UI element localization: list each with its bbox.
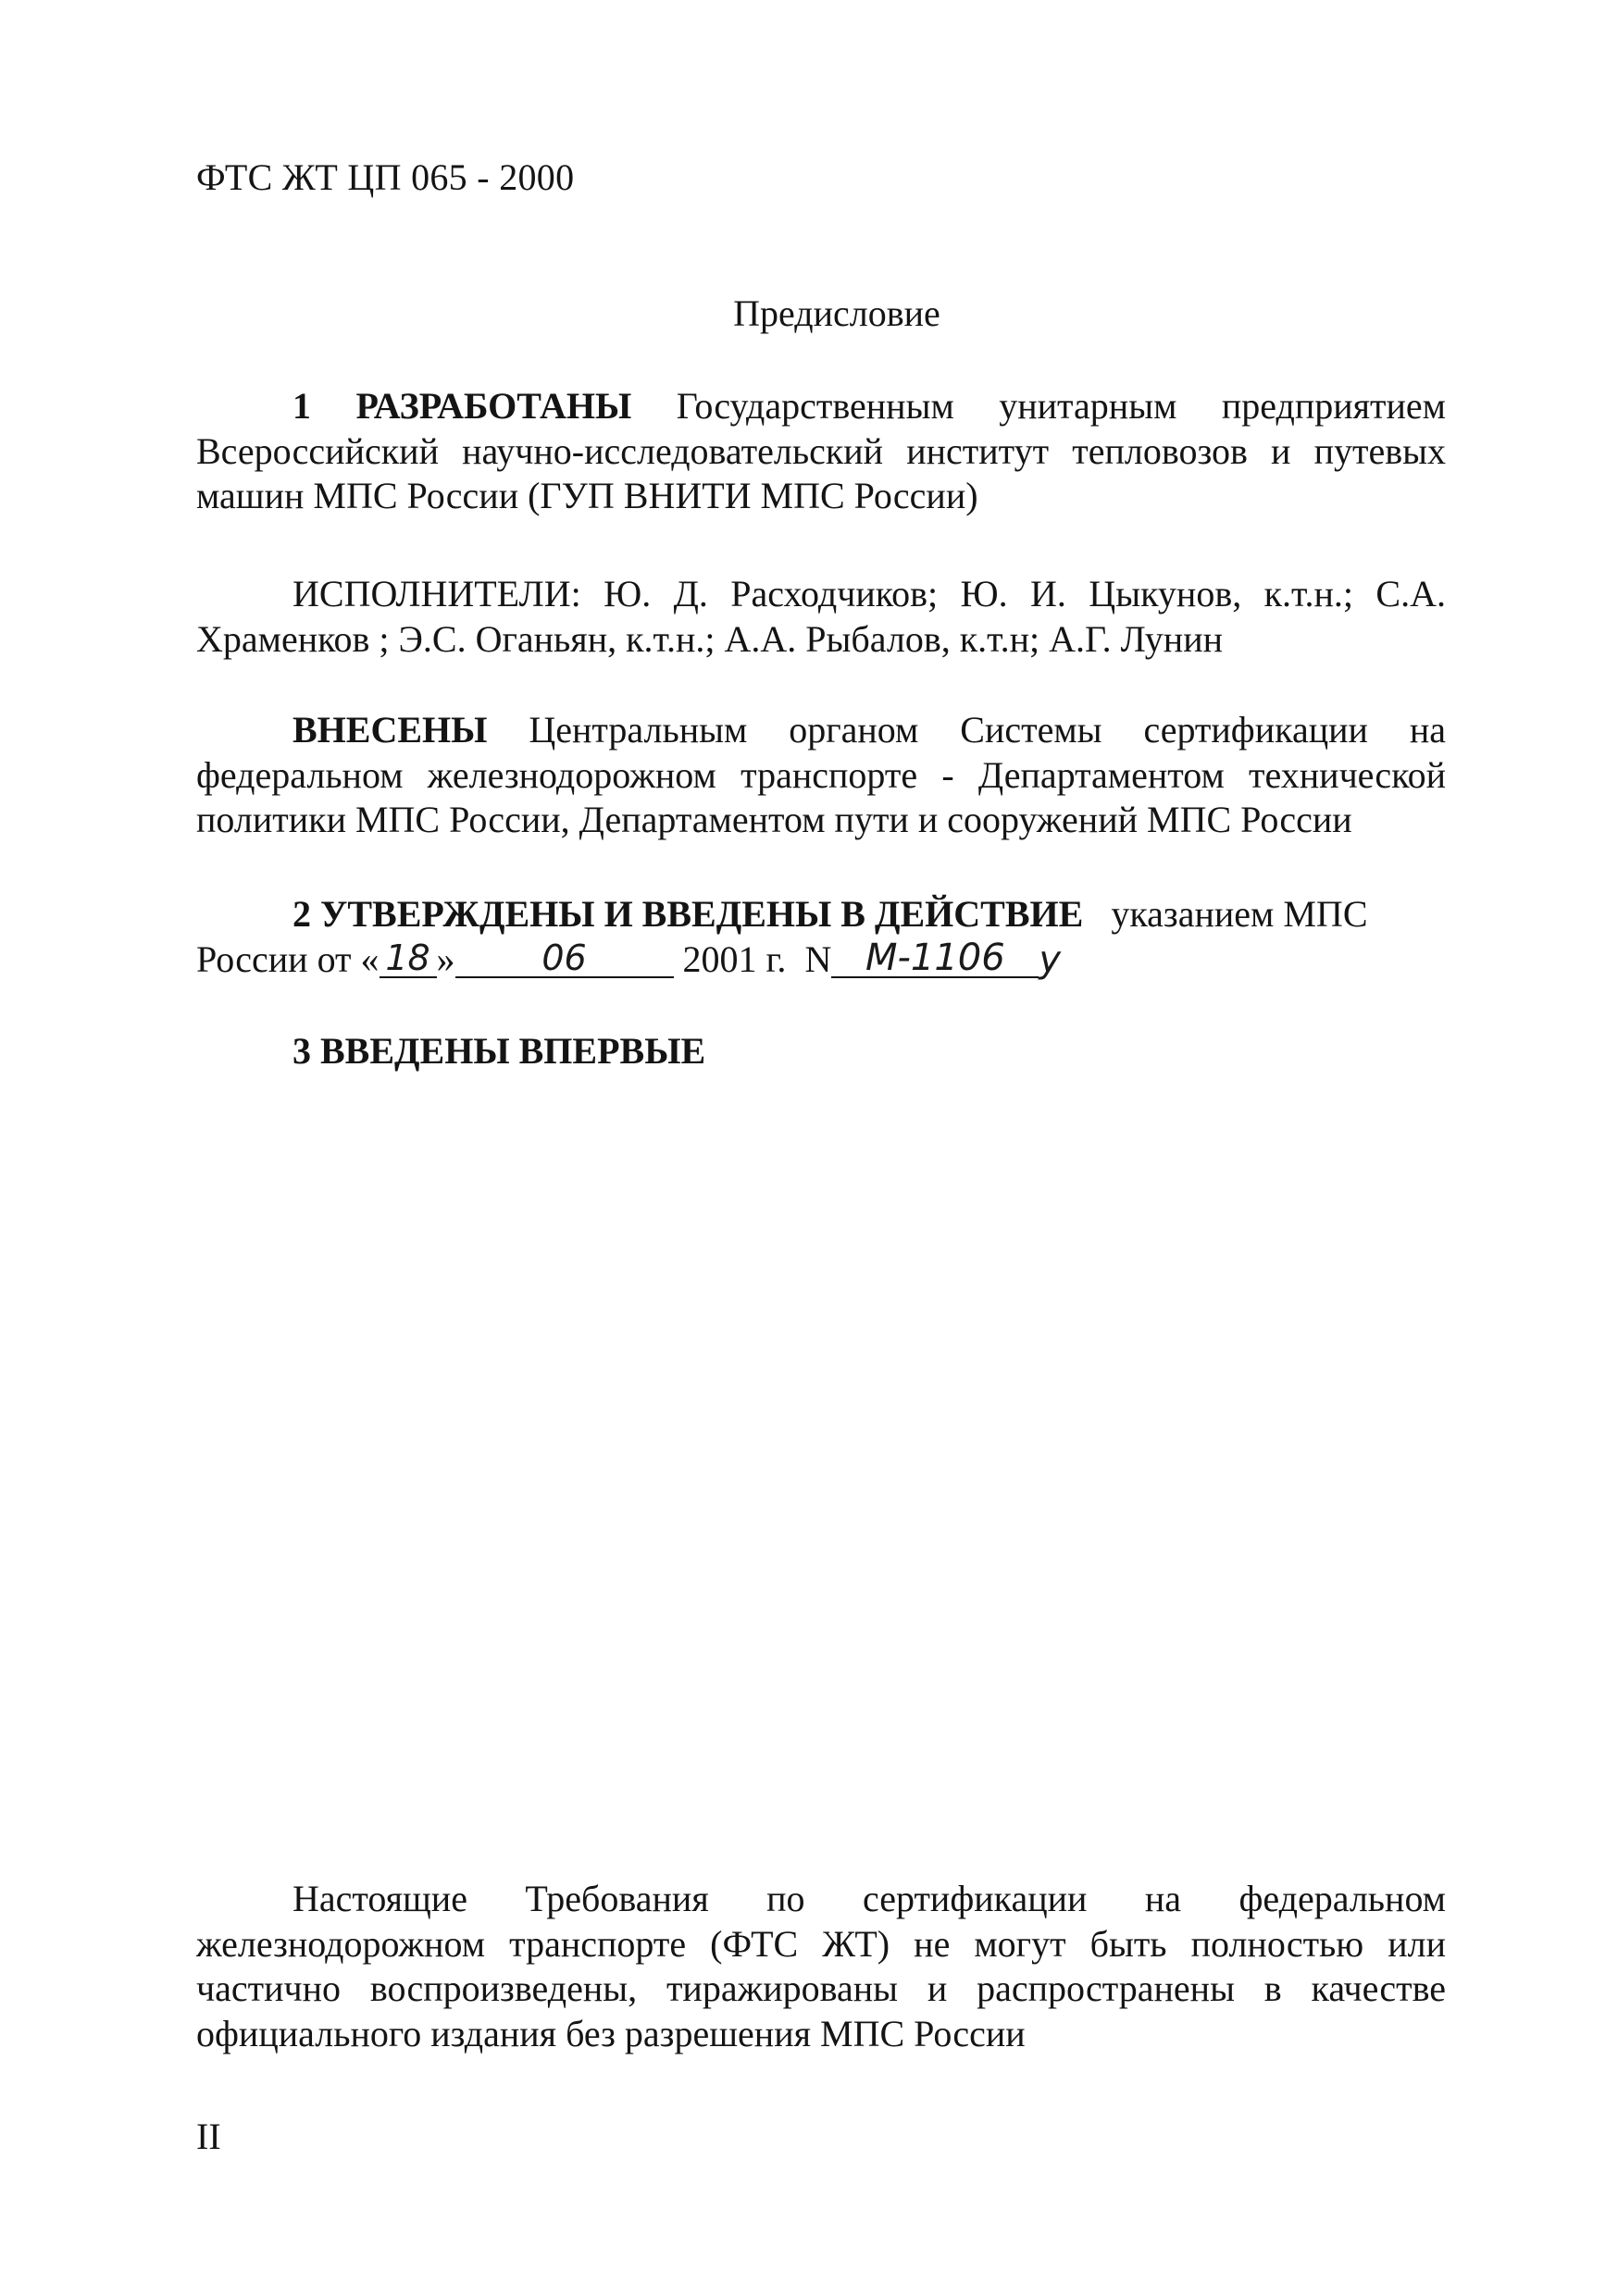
document-designation: ФТС ЖТ ЦП 065 - 2000 (196, 156, 575, 198)
approved-year: 2001 г. (682, 937, 787, 980)
page-number: II (196, 2116, 221, 2157)
approved-date-prefix: России от « (196, 937, 380, 980)
approved-paragraph (196, 892, 1446, 982)
approved-number-tail: у (1039, 937, 1061, 981)
performers-paragraph (196, 572, 1446, 662)
approved-quote-close: » (436, 937, 455, 980)
approved-label: 2 УТВЕРЖДЕНЫ И ВВЕДЕНЫ В ДЕЙСТВИЕ (292, 893, 1084, 935)
developed-text: Государственным унитарным предприятием Всероссийский научно-исследовательский институт тепловозов и путевых машин МПС России (ГУП ВНИТИ МПС России) (196, 385, 1446, 516)
developed-label: 1 РАЗРАБОТАНЫ (292, 385, 632, 427)
approved-text: указанием МПС (1111, 893, 1368, 935)
first-introduced-label: 3 ВВЕДЕНЫ ВПЕРВЫЕ (292, 1030, 706, 1072)
copyright-notice-text: Настоящие Требования по сертификации на федеральном железнодорожном транспорте (ФТС ЖТ) не могут быть полностью или частично воспроизведены, тиражированы и распространены в качестве официального издания без разрешения МПС России (196, 1878, 1446, 2054)
introduced-paragraph (196, 708, 1446, 843)
first-introduced-paragraph (196, 1029, 1446, 1074)
approved-day-field: 18 (380, 939, 437, 978)
page-title: Предисловие (733, 292, 940, 334)
introduced-text: Центральным органом Системы сертификации на федеральном железнодорожном транспорте - Департаментом технической политики МПС России, Департаментом пути и сооружений МПС России (196, 709, 1447, 840)
approved-number-field: М-1106 (831, 939, 1039, 978)
developed-paragraph (196, 384, 1446, 519)
copyright-notice (196, 1877, 1446, 2056)
approved-line-1 (196, 892, 1446, 937)
introduced-label: ВНЕСЕНЫ (292, 709, 488, 751)
approved-number-prefix: N (804, 937, 832, 980)
approved-month-field: 06 (455, 939, 674, 978)
approved-line-2 (196, 937, 1446, 983)
performers-text: ИСПОЛНИТЕЛИ: Ю. Д. Расходчиков; Ю. И. Цыкунов, к.т.н.; С.А. Храменков ; Э.С. Оганьян, к.т.н.; А.А. Рыбалов, к.т.н; А.Г. Лунин (196, 573, 1446, 660)
